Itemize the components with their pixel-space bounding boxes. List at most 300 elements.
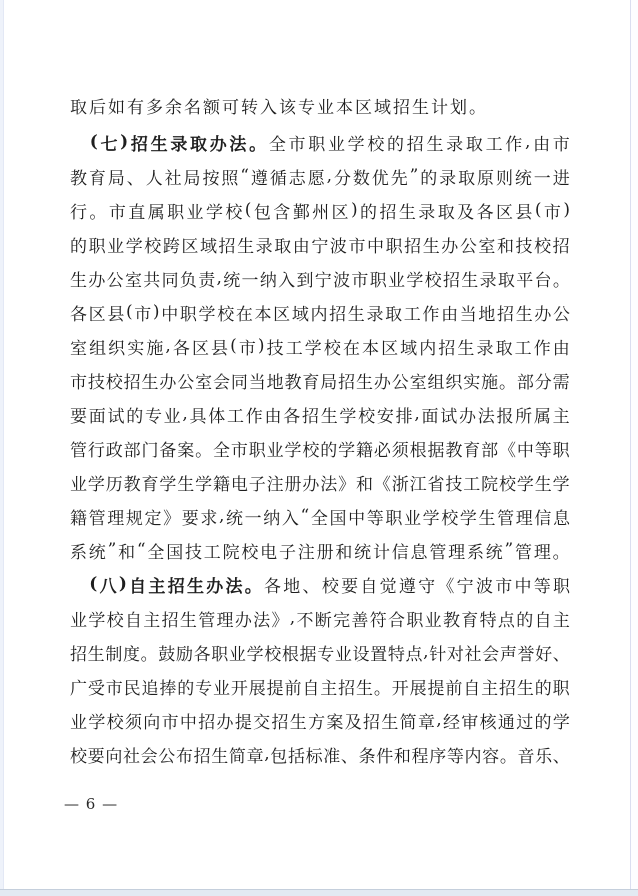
body-char: 业	[228, 644, 246, 665]
body-char: 社	[122, 746, 140, 767]
body-char: 由	[441, 304, 459, 325]
body-char: 作	[422, 304, 440, 325]
body-char: 》	[338, 474, 356, 495]
body-char: 好	[535, 644, 553, 665]
body-char: 市	[552, 134, 570, 155]
body-char: 息	[552, 508, 570, 529]
section-heading-char: )	[118, 574, 127, 594]
body-char: 专	[317, 644, 335, 665]
body-char: 学	[338, 440, 356, 461]
body-char: 负	[179, 270, 197, 291]
body-char: 招	[438, 338, 456, 359]
body-char: 室	[195, 372, 213, 393]
body-char: 的	[360, 202, 378, 223]
body-char: 办	[534, 304, 552, 325]
document-line	[70, 499, 570, 533]
body-char: 实	[127, 338, 145, 359]
body-char: 各	[70, 304, 87, 325]
body-char: 区	[495, 202, 513, 223]
body-char: 中	[348, 508, 366, 529]
body-char: 工	[203, 542, 221, 563]
body-char: 主	[552, 406, 570, 427]
body-char: 主	[552, 610, 570, 631]
body-char: 市	[134, 304, 152, 325]
body-char: 招	[218, 236, 236, 257]
document-line	[70, 295, 570, 329]
body-char: 准	[323, 746, 341, 767]
body-char: 学	[205, 202, 223, 223]
body-char: ,	[436, 710, 442, 730]
body-char: 行	[70, 202, 87, 223]
body-char: 序	[429, 746, 447, 767]
body-char: 学	[339, 406, 357, 427]
body-char: 县	[211, 338, 229, 359]
body-char: 、	[340, 746, 358, 767]
body-char: 织	[108, 338, 126, 359]
body-char: 据	[427, 440, 445, 461]
body-char: 统	[485, 542, 503, 563]
body-char: 所	[515, 406, 533, 427]
body-char: 区	[191, 338, 209, 359]
body-char: 的	[177, 678, 195, 699]
body-char: 自	[360, 576, 378, 597]
body-char: 的	[320, 440, 338, 461]
body-char: 施	[146, 338, 164, 359]
body-char: 展	[409, 678, 427, 699]
body-char: 区	[331, 202, 349, 223]
body-char: 试	[440, 406, 458, 427]
body-char: 国	[166, 542, 184, 563]
body-char: 要	[87, 746, 105, 767]
body-char: 组	[427, 372, 445, 393]
body-char: )	[257, 336, 265, 356]
body-char: 学	[246, 644, 264, 665]
body-char: 按	[202, 168, 220, 189]
body-char: 区	[273, 304, 291, 325]
body-char: ,	[524, 132, 531, 152]
body-char: 和	[496, 236, 514, 257]
section-heading-char: (	[89, 132, 98, 152]
body-char: 须	[124, 712, 142, 733]
body-char: 职	[553, 576, 570, 597]
document-line: 取后如有多余名额可转入该专业本区域招生计划。	[70, 98, 488, 118]
body-char: 职	[385, 236, 403, 257]
body-char: 学	[125, 236, 143, 257]
body-char: 要	[70, 406, 87, 427]
body-char: 校	[105, 372, 123, 393]
body-char: 局	[320, 372, 338, 393]
body-char: 各	[264, 576, 282, 597]
body-char: 工	[514, 338, 532, 359]
body-char: 录	[439, 168, 457, 189]
body-char: 共	[143, 270, 161, 291]
body-char: 社	[464, 644, 482, 665]
body-char: 生	[478, 508, 496, 529]
body-char: 生	[289, 712, 307, 733]
body-char: 取	[497, 270, 515, 291]
body-char: 织	[445, 372, 463, 393]
body-char: 宁	[456, 576, 474, 597]
body-char: 追	[141, 678, 159, 699]
body-char: 公	[391, 372, 409, 393]
body-char: 容	[482, 746, 500, 767]
body-char: 注	[297, 542, 315, 563]
body-char: 统	[88, 542, 106, 563]
body-char: 招	[198, 712, 216, 733]
body-char: 市	[495, 576, 513, 597]
body-char: 中	[367, 236, 384, 257]
body-char: 生	[70, 270, 87, 291]
body-char: 面	[88, 406, 106, 427]
body-char: “	[300, 506, 310, 526]
body-char: 的	[126, 406, 144, 427]
body-char: 前	[284, 678, 302, 699]
body-char: 公	[106, 270, 124, 291]
body-char: 、	[302, 576, 320, 597]
body-char: 部	[123, 440, 141, 461]
body-char: 区	[381, 338, 399, 359]
body-char: 技	[184, 542, 202, 563]
body-char: 招	[379, 202, 397, 223]
body-char: 不	[296, 610, 314, 631]
body-char: 电	[230, 474, 248, 495]
body-char: 中	[161, 304, 179, 325]
body-char: 本	[362, 338, 380, 359]
body-char: 主	[143, 610, 161, 631]
body-char: 籍	[356, 440, 373, 461]
body-char: 生	[141, 372, 159, 393]
body-char: 校	[106, 610, 124, 631]
body-char: 册	[316, 542, 334, 563]
body-char: 针	[429, 644, 447, 665]
body-char: 须	[391, 440, 409, 461]
body-char: 国	[329, 508, 347, 529]
body-char: 办	[88, 270, 106, 291]
body-char: 要	[181, 508, 199, 529]
body-char: 自	[124, 610, 142, 631]
body-char: 信	[534, 508, 552, 529]
body-char: 职	[385, 508, 403, 529]
body-char: 校	[241, 542, 259, 563]
body-char: 地	[478, 304, 496, 325]
body-char: 工	[463, 474, 481, 495]
body-char: 内	[310, 304, 328, 325]
body-char: 育	[461, 610, 479, 631]
body-char: 公	[158, 746, 176, 767]
body-char: 一	[241, 270, 259, 291]
section-heading-char: 办	[209, 134, 227, 155]
body-char: 乐	[535, 746, 553, 767]
body-char: 等	[366, 508, 384, 529]
body-char: 校	[499, 474, 516, 495]
body-char: 统	[354, 542, 372, 563]
body-char: 提	[266, 678, 284, 699]
body-char: 全	[310, 508, 328, 529]
body-char: 。	[373, 678, 391, 699]
body-char: 向	[143, 712, 161, 733]
body-char: 地	[283, 576, 301, 597]
body-char: 学	[87, 474, 105, 495]
body-char: 取	[274, 236, 292, 257]
body-char: 育	[141, 474, 159, 495]
section-heading-char: 七	[100, 134, 118, 155]
section-heading-char: 法	[225, 576, 243, 597]
body-char: 学	[406, 270, 424, 291]
body-char: 理	[216, 610, 234, 631]
body-char: 自	[534, 610, 552, 631]
body-char: (	[244, 200, 252, 220]
body-char: 市	[351, 270, 369, 291]
body-char: 章	[417, 712, 435, 733]
body-char: 纳	[259, 270, 277, 291]
body-char: 办	[441, 236, 459, 257]
body-char: 程	[411, 746, 429, 767]
body-char: 业	[266, 440, 284, 461]
body-char: 招	[329, 304, 347, 325]
body-char: 置	[370, 644, 388, 665]
body-char: 自	[302, 678, 320, 699]
body-char: 生	[398, 202, 416, 223]
body-char: 法	[253, 610, 271, 631]
body-char: 励	[175, 644, 193, 665]
section-heading-char: 招	[167, 576, 185, 597]
body-char: 业	[70, 610, 87, 631]
body-char: 统	[226, 508, 244, 529]
body-char: 工	[227, 406, 245, 427]
body-char: 规	[125, 508, 143, 529]
body-char: 守	[418, 576, 436, 597]
body-char: 宁	[314, 270, 332, 291]
page-left-edge	[0, 0, 4, 896]
body-char: 业	[213, 678, 230, 699]
body-char: 生	[457, 338, 475, 359]
section-heading-char: 录	[170, 134, 188, 155]
body-char: 完	[333, 610, 351, 631]
body-char: 生	[87, 644, 105, 665]
body-char: 体	[208, 406, 226, 427]
body-char: 捧	[159, 678, 177, 699]
body-char: 子	[278, 542, 296, 563]
body-char: ,	[423, 642, 429, 662]
body-char: 同	[161, 270, 179, 291]
body-char: 公	[553, 304, 570, 325]
body-char: 展	[248, 678, 266, 699]
body-char: 职	[406, 610, 424, 631]
body-char: 标	[305, 746, 323, 767]
body-char: 誉	[517, 644, 535, 665]
body-char: 学	[284, 440, 302, 461]
body-char: (	[230, 336, 237, 356]
body-char: 直	[128, 202, 146, 223]
body-char: 案	[177, 440, 195, 461]
body-char: 通	[497, 712, 515, 733]
body-char: 需	[552, 372, 570, 393]
body-char: 中	[516, 440, 534, 461]
body-char: 招	[161, 610, 179, 631]
body-char: 各	[283, 406, 301, 427]
body-char: ,	[165, 336, 171, 356]
body-char: 生	[426, 134, 444, 155]
body-char: 招	[406, 134, 424, 155]
body-char: ,	[289, 608, 296, 628]
document-line	[70, 635, 570, 669]
body-char: ,	[182, 404, 188, 424]
body-char: 市	[230, 440, 248, 461]
body-char: 点	[497, 610, 515, 631]
body-char: 生	[320, 406, 338, 427]
body-char: 区	[88, 304, 106, 325]
body-char: 制	[105, 644, 123, 665]
body-char: 根	[409, 440, 427, 461]
body-char: 定	[144, 508, 162, 529]
body-char: 开	[391, 678, 409, 699]
body-char: 理	[107, 508, 125, 529]
body-char: 录	[479, 270, 497, 291]
document-line	[70, 193, 570, 227]
body-char: 教	[70, 168, 87, 189]
body-char: 生	[534, 474, 552, 495]
body-char: 》	[163, 508, 181, 529]
body-char: 的	[387, 134, 405, 155]
page-number: — 6 —	[64, 795, 119, 813]
body-char: 职	[552, 678, 570, 699]
body-char: 各	[172, 338, 190, 359]
body-char: 办	[302, 474, 320, 495]
body-char: 音	[517, 746, 535, 767]
body-char: 断	[314, 610, 332, 631]
body-char: 鄞	[292, 202, 310, 223]
body-char: 育	[88, 168, 106, 189]
body-char: 部	[481, 440, 499, 461]
body-char: 一	[244, 508, 262, 529]
body-char: 法	[320, 474, 338, 495]
body-char: 具	[189, 406, 207, 427]
body-char: 》	[271, 610, 289, 631]
body-char: 波	[475, 576, 493, 597]
body-char: 数	[352, 168, 370, 189]
body-char: 分	[534, 372, 552, 393]
body-char: 育	[302, 372, 320, 393]
section-heading-char: )	[120, 132, 129, 152]
body-char: 职	[308, 134, 326, 155]
body-char: 理	[448, 542, 466, 563]
body-char: 招	[497, 304, 515, 325]
body-char: 室	[70, 338, 87, 359]
section-heading-char: 主	[148, 576, 166, 597]
body-char: 历	[105, 474, 123, 495]
body-char: 学	[88, 610, 106, 631]
body-char: 学	[198, 304, 216, 325]
body-char: 报	[496, 406, 514, 427]
body-char: 管	[429, 542, 447, 563]
body-char: 技	[445, 474, 463, 495]
body-char: 排	[395, 406, 413, 427]
body-char: 办	[159, 372, 177, 393]
body-char: 室	[478, 236, 496, 257]
body-char: 的	[70, 236, 87, 257]
body-char: 入	[278, 270, 296, 291]
body-char: 招	[123, 372, 141, 393]
body-char: 生	[356, 678, 373, 699]
body-char: ”	[504, 540, 514, 560]
body-char: 生	[347, 304, 365, 325]
body-char: 符	[369, 610, 387, 631]
body-char: 市	[108, 202, 126, 223]
body-char: 学	[159, 474, 177, 495]
body-char: 业	[388, 270, 406, 291]
body-char: 核	[479, 712, 497, 733]
body-char: 地	[266, 372, 284, 393]
body-char: 自	[463, 678, 481, 699]
body-char: 子	[248, 474, 266, 495]
document-line	[70, 431, 570, 465]
body-char: 到	[296, 270, 314, 291]
body-char: 招	[301, 406, 319, 427]
section-heading-char: 八	[99, 576, 117, 597]
body-char: 社	[164, 168, 182, 189]
body-char: 办	[458, 406, 476, 427]
body-char: 备	[159, 440, 177, 461]
body-char: 局	[183, 168, 201, 189]
body-char: 行	[87, 440, 105, 461]
body-char: 由	[292, 236, 310, 257]
body-char: 取	[465, 134, 483, 155]
body-char: 业	[70, 712, 87, 733]
body-char: 开	[230, 678, 248, 699]
body-char: 取	[437, 202, 455, 223]
body-char: 市	[288, 134, 306, 155]
body-char: 波	[333, 270, 351, 291]
body-char: 生	[211, 746, 229, 767]
page-right-edge	[630, 0, 638, 896]
body-char: 愿	[307, 168, 325, 189]
body-char: 特	[479, 610, 497, 631]
body-char: 宁	[311, 236, 329, 257]
body-char: 工	[285, 338, 303, 359]
body-char: 招	[363, 712, 380, 733]
body-char: 职	[248, 440, 266, 461]
body-char: 受	[87, 678, 105, 699]
body-char: 校	[264, 644, 282, 665]
section-heading-char: 生	[150, 134, 168, 155]
body-char: 籍	[70, 508, 87, 529]
body-char: 计	[372, 542, 390, 563]
body-char: 本	[254, 304, 272, 325]
body-char: 审	[461, 712, 479, 733]
body-char: 管	[198, 610, 216, 631]
body-char: 和	[356, 474, 373, 495]
body-char: 学	[552, 474, 570, 495]
body-char: 台	[534, 270, 552, 291]
body-char: 学	[88, 712, 106, 733]
body-char: 取	[458, 168, 476, 189]
body-char: 校	[217, 304, 235, 325]
body-char: 办	[216, 712, 234, 733]
body-char: 室	[124, 270, 142, 291]
body-char: 件	[376, 746, 394, 767]
body-char: 当	[248, 372, 266, 393]
body-char: 平	[516, 270, 534, 291]
body-char: 案	[326, 712, 344, 733]
page-bottom-edge	[0, 889, 638, 896]
body-char: ,	[326, 166, 333, 186]
body-char: 业	[424, 610, 442, 631]
body-char: 纳	[263, 508, 281, 529]
body-char: 技	[266, 338, 284, 359]
body-char: 部	[516, 372, 534, 393]
body-char: 浙	[391, 474, 409, 495]
body-char: 办	[234, 610, 252, 631]
